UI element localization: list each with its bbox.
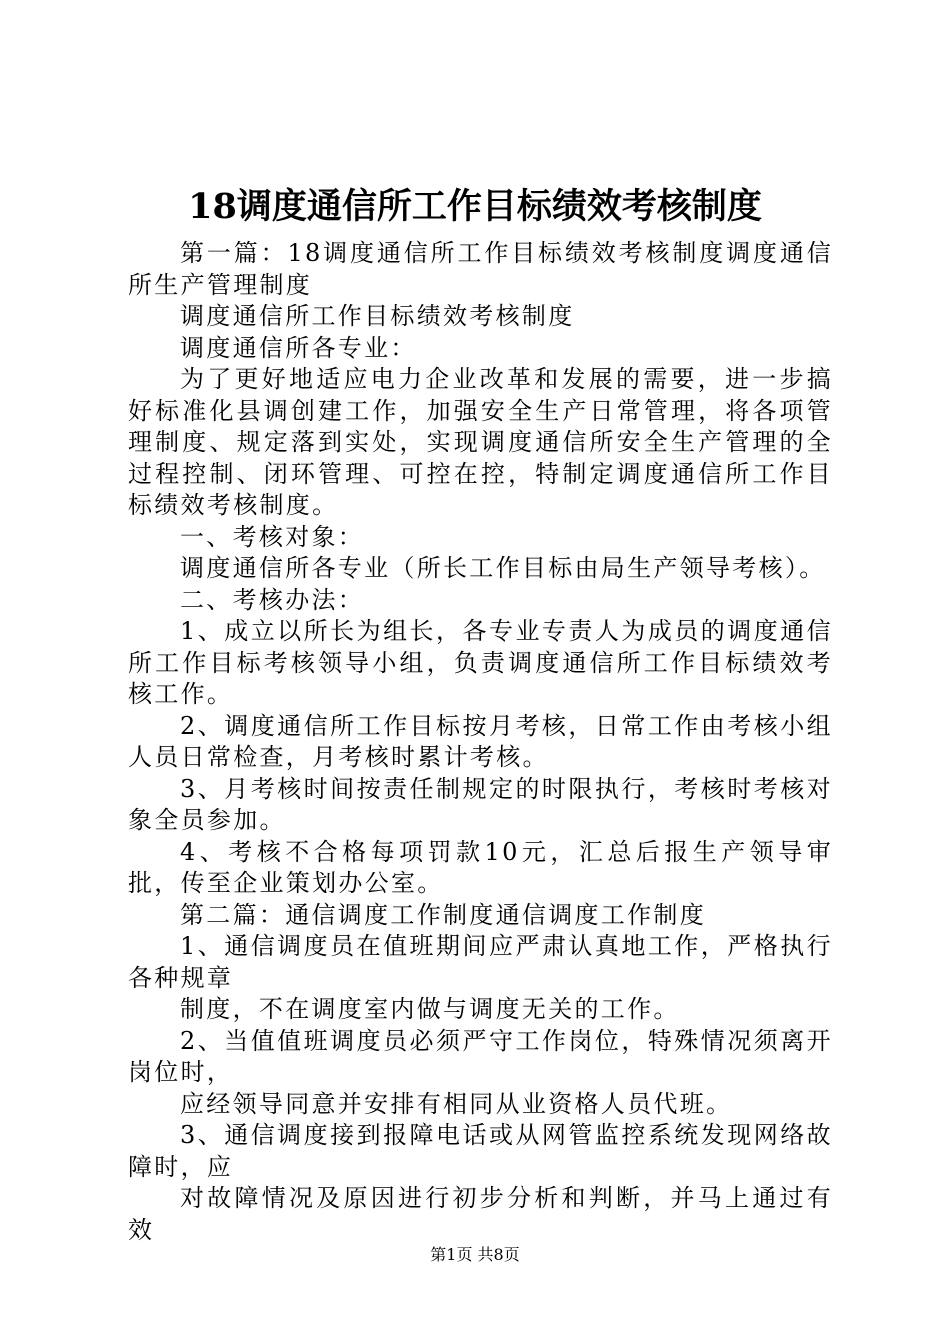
paragraph-salutation: 调度通信所各专业： [180,333,417,362]
paragraph-subtitle: 调度通信所工作目标绩效考核制度 [180,302,575,330]
list-item-rule-1: 1、通信调度员在值班期间应严肃认真地工作，严格执行各种规章 [128,932,833,992]
list-item-rule-3: 3、通信调度接到报障电话或从网管监控系统发现网络故障时，应 [128,1121,833,1181]
section-heading-targets: 一、考核对象： [180,522,365,551]
paragraph-part1-heading: 第一篇：18调度通信所工作目标绩效考核制度调度通信所生产管理制度 [128,239,833,299]
section-heading-methods: 二、考核办法： [180,585,365,614]
paragraph-targets: 调度通信所各专业（所长工作目标由局生产领导考核）。 [180,554,826,582]
paragraph-intro: 为了更好地适应电力企业改革和发展的需要，进一步搞好标准化县调创建工作，加强安全生产日常管理，将各项管理制度、规定落到实处，实现调度通信所安全生产管理的全过程控制、闭环管理、可控在控，特制定调度通信所工作目标绩效考核制度。 [128,365,833,519]
document-body [128,238,833,1246]
list-item-rule-2-continued: 应经领导同意并安排有相同从业资格人员代班。 [180,1089,733,1118]
list-item-method-1: 1、成立以所长为组长，各专业专责人为成员的调度通信所工作目标考核领导小组，负责调度通信所工作目标绩效考核工作。 [128,617,833,708]
list-item-method-3: 3、月考核时间按责任制规定的时限执行，考核时考核对象全员参加。 [128,774,833,834]
list-item-rule-1-continued: 制度，不在调度室内做与调度无关的工作。 [180,995,680,1023]
page-footer: 第1页 共8页 [430,1245,520,1264]
list-item-rule-2: 2、当值值班调度员必须严守工作岗位，特殊情况须离开岗位时， [128,1026,833,1086]
document-title: 18调度通信所工作目标绩效考核制度 [188,186,762,227]
list-item-method-2: 2、调度通信所工作目标按月考核，日常工作由考核小组人员日常检查，月考核时累计考核。 [128,711,833,771]
list-item-method-4: 4、考核不合格每项罚款10元，汇总后报生产领导审批，传至企业策划办公室。 [128,837,833,897]
list-item-rule-3-continued: 对故障情况及原因进行初步分析和判断，并马上通过有效 [128,1184,833,1244]
paragraph-part2-heading: 第二篇：通信调度工作制度通信调度工作制度 [180,900,706,929]
